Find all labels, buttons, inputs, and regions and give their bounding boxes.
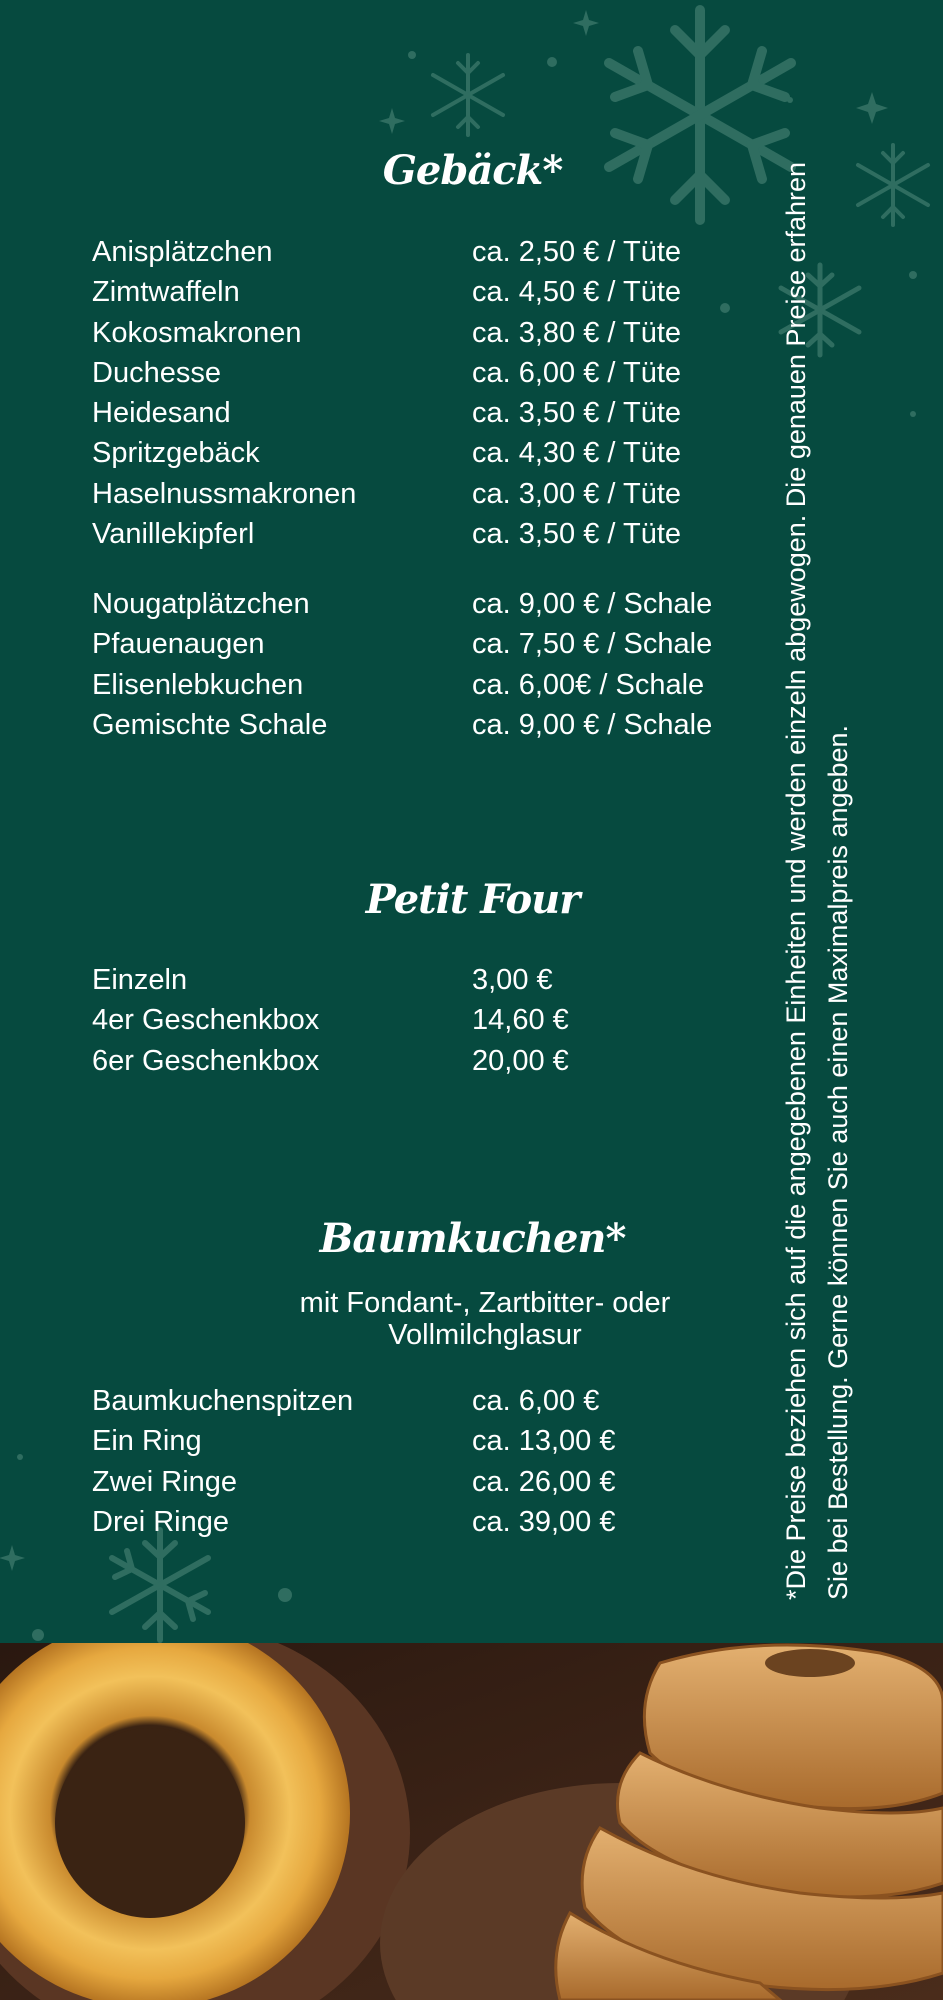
item-price: ca. 6,00 € xyxy=(472,1385,600,1417)
item-name: Anisplätzchen xyxy=(92,236,273,268)
price-footnote: *Die Preise beziehen sich auf die angegebenen Einheiten und werden einzeln abgewogen. Die genauen Preise erfahren Sie bei Bestellung. Gerne können Sie auch einen Maximalpreis angeben. xyxy=(781,161,853,1600)
item-name: Heidesand xyxy=(92,397,231,430)
pastry-photo xyxy=(0,1643,943,2000)
item-name: Haselnussmakronen xyxy=(92,477,357,510)
baumkuchen-photo-illustration xyxy=(0,1643,943,2000)
snowflake-icon xyxy=(433,55,503,135)
item-price: ca. 13,00 € xyxy=(472,1425,616,1458)
item-name: Gemischte Schale xyxy=(92,708,328,741)
item-price: 3,00 € xyxy=(472,964,553,996)
item-name: Kokosmakronen xyxy=(92,316,302,349)
item-name: Vanillekipferl xyxy=(92,518,255,551)
item-name: Duchesse xyxy=(92,356,221,389)
item-price: ca. 4,30 € / Tüte xyxy=(472,437,682,470)
item-price: 20,00 € xyxy=(472,1044,569,1077)
item-name: 6er Geschenkbox xyxy=(92,1044,320,1077)
section-title-geback: Gebäck* xyxy=(382,147,563,194)
baumkuchen-subtitle: mit Fondant-, Zartbitter- oder Vollmilchglasur xyxy=(299,1287,671,1351)
item-price: ca. 3,00 € / Tüte xyxy=(472,477,682,510)
item-price: ca. 2,50 € / Tüte xyxy=(472,236,682,268)
item-price: ca. 39,00 € xyxy=(472,1505,616,1538)
item-price: ca. 4,50 € / Tüte xyxy=(472,276,682,309)
item-price: ca. 6,00 € / Tüte xyxy=(472,356,682,389)
item-price: ca. 9,00 € / Schale xyxy=(472,708,713,741)
section-title-petit-four: Petit Four xyxy=(365,876,580,923)
item-price: ca. 6,00€ / Schale xyxy=(472,668,705,701)
item-price: 14,60 € xyxy=(472,1004,569,1037)
item-name: Zwei Ringe xyxy=(92,1465,238,1498)
item-price: ca. 9,00 € / Schale xyxy=(472,588,713,620)
item-name: Drei Ringe xyxy=(92,1505,229,1538)
item-name: Nougatplätzchen xyxy=(92,588,310,620)
item-price: ca. 3,50 € / Tüte xyxy=(472,518,682,551)
item-price: ca. 3,50 € / Tüte xyxy=(472,397,682,430)
item-name: Baumkuchenspitzen xyxy=(92,1385,354,1417)
item-price: ca. 3,80 € / Tüte xyxy=(472,316,682,349)
item-name: Zimtwaffeln xyxy=(92,276,240,309)
snowflake-icon xyxy=(112,1530,208,1640)
item-name: 4er Geschenkbox xyxy=(92,1004,320,1037)
item-name: Einzeln xyxy=(92,964,188,996)
section-title-baumkuchen: Baumkuchen* xyxy=(319,1215,626,1262)
item-price: ca. 26,00 € xyxy=(472,1465,616,1498)
item-price: ca. 7,50 € / Schale xyxy=(472,628,713,661)
item-name: Pfauenaugen xyxy=(92,628,265,661)
item-name: Spritzgebäck xyxy=(92,437,260,470)
item-name: Elisenlebkuchen xyxy=(92,668,304,701)
item-name: Ein Ring xyxy=(92,1425,202,1458)
